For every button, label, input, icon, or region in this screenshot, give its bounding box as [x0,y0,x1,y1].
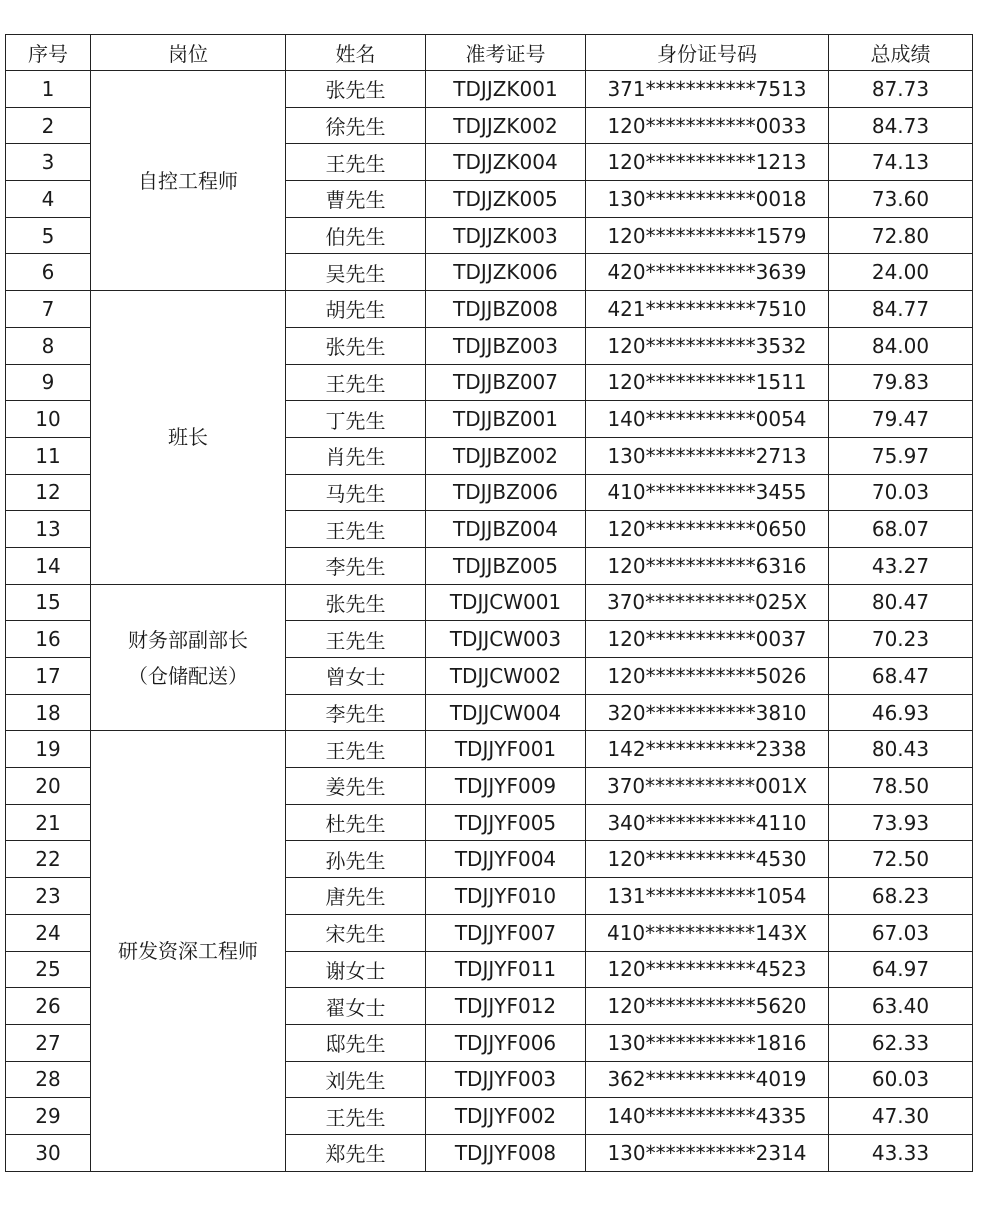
cell-exam-number: TDJJYF010 [426,878,586,915]
cell-serial: 19 [6,731,91,768]
cell-name: 张先生 [286,327,426,364]
cell-id-number: 120***********3532 [586,327,829,364]
cell-name: 王先生 [286,511,426,548]
cell-total-score: 84.00 [829,327,973,364]
cell-serial: 13 [6,511,91,548]
score-table [5,34,973,1172]
cell-name: 肖先生 [286,437,426,474]
cell-id-number: 140***********4335 [586,1098,829,1135]
cell-position [91,291,286,585]
cell-exam-number: TDJJYF002 [426,1098,586,1135]
cell-name: 翟女士 [286,988,426,1025]
cell-name: 马先生 [286,474,426,511]
cell-id-number: 130***********2314 [586,1134,829,1171]
cell-exam-number: TDJJBZ003 [426,327,586,364]
header-row [6,35,973,71]
cell-serial: 23 [6,878,91,915]
cell-exam-number: TDJJBZ006 [426,474,586,511]
cell-serial: 11 [6,437,91,474]
table-body [6,71,973,1172]
cell-name: 李先生 [286,547,426,584]
cell-exam-number: TDJJYF008 [426,1134,586,1171]
cell-serial: 8 [6,327,91,364]
cell-exam-number: TDJJBZ004 [426,511,586,548]
cell-total-score: 70.03 [829,474,973,511]
cell-id-number: 362***********4019 [586,1061,829,1098]
cell-serial: 24 [6,914,91,951]
cell-serial: 18 [6,694,91,731]
header-id-number: 身份证号码 [586,35,829,71]
cell-serial: 10 [6,401,91,438]
cell-exam-number: TDJJBZ008 [426,291,586,328]
cell-id-number: 120***********0650 [586,511,829,548]
cell-serial: 20 [6,768,91,805]
cell-serial: 2 [6,107,91,144]
cell-exam-number: TDJJZK002 [426,107,586,144]
cell-id-number: 410***********143X [586,914,829,951]
cell-exam-number: TDJJCW003 [426,621,586,658]
table-row [6,291,973,328]
cell-exam-number: TDJJZK005 [426,181,586,218]
cell-id-number: 120***********5620 [586,988,829,1025]
cell-serial: 14 [6,547,91,584]
cell-id-number: 120***********5026 [586,658,829,695]
cell-serial: 29 [6,1098,91,1135]
cell-exam-number: TDJJYF007 [426,914,586,951]
cell-total-score: 43.33 [829,1134,973,1171]
cell-serial: 16 [6,621,91,658]
cell-id-number: 420***********3639 [586,254,829,291]
cell-exam-number: TDJJZK003 [426,217,586,254]
cell-name: 宋先生 [286,914,426,951]
cell-serial: 21 [6,804,91,841]
cell-serial: 22 [6,841,91,878]
cell-id-number: 131***********1054 [586,878,829,915]
cell-exam-number: TDJJZK004 [426,144,586,181]
cell-total-score: 84.77 [829,291,973,328]
cell-name: 张先生 [286,71,426,108]
cell-total-score: 47.30 [829,1098,973,1135]
cell-exam-number: TDJJBZ005 [426,547,586,584]
cell-serial: 6 [6,254,91,291]
cell-id-number: 370***********025X [586,584,829,621]
cell-id-number: 370***********001X [586,768,829,805]
header-total-score: 总成绩 [829,35,973,71]
cell-serial: 30 [6,1134,91,1171]
cell-exam-number: TDJJBZ002 [426,437,586,474]
cell-serial: 3 [6,144,91,181]
cell-total-score: 68.23 [829,878,973,915]
cell-exam-number: TDJJCW001 [426,584,586,621]
cell-name: 胡先生 [286,291,426,328]
cell-id-number: 130***********2713 [586,437,829,474]
cell-id-number: 130***********0018 [586,181,829,218]
cell-total-score: 64.97 [829,951,973,988]
position-label: 研发资深工程师 [118,939,258,963]
cell-id-number: 410***********3455 [586,474,829,511]
cell-exam-number: TDJJYF004 [426,841,586,878]
position-label: 自控工程师 [138,168,238,193]
cell-total-score: 74.13 [829,144,973,181]
cell-id-number: 340***********4110 [586,804,829,841]
cell-name: 刘先生 [286,1061,426,1098]
cell-serial: 27 [6,1024,91,1061]
cell-serial: 17 [6,658,91,695]
cell-id-number: 421***********7510 [586,291,829,328]
header-serial: 序号 [6,35,91,71]
cell-total-score: 73.60 [829,181,973,218]
cell-exam-number: TDJJBZ001 [426,401,586,438]
header-position: 岗位 [91,35,286,71]
cell-name: 杜先生 [286,804,426,841]
cell-total-score: 24.00 [829,254,973,291]
table-header [6,35,973,71]
cell-id-number: 140***********0054 [586,401,829,438]
cell-name: 王先生 [286,364,426,401]
cell-total-score: 46.93 [829,694,973,731]
cell-position [91,584,286,731]
cell-total-score: 84.73 [829,107,973,144]
cell-serial: 28 [6,1061,91,1098]
cell-exam-number: TDJJZK001 [426,71,586,108]
cell-total-score: 73.93 [829,804,973,841]
cell-total-score: 78.50 [829,768,973,805]
cell-serial: 26 [6,988,91,1025]
cell-name: 王先生 [286,1098,426,1135]
cell-serial: 7 [6,291,91,328]
cell-exam-number: TDJJYF012 [426,988,586,1025]
cell-exam-number: TDJJYF001 [426,731,586,768]
cell-name: 王先生 [286,621,426,658]
cell-name: 姜先生 [286,768,426,805]
cell-exam-number: TDJJYF006 [426,1024,586,1061]
header-name: 姓名 [286,35,426,71]
cell-id-number: 120***********0033 [586,107,829,144]
cell-total-score: 43.27 [829,547,973,584]
cell-name: 王先生 [286,144,426,181]
cell-name: 徐先生 [286,107,426,144]
cell-name: 曾女士 [286,658,426,695]
cell-serial: 25 [6,951,91,988]
cell-name: 张先生 [286,584,426,621]
cell-id-number: 120***********4530 [586,841,829,878]
cell-id-number: 142***********2338 [586,731,829,768]
cell-name: 孙先生 [286,841,426,878]
cell-name: 谢女士 [286,951,426,988]
cell-id-number: 120***********6316 [586,547,829,584]
cell-serial: 1 [6,71,91,108]
table-row [6,731,973,768]
cell-id-number: 120***********4523 [586,951,829,988]
header-exam-number: 准考证号 [426,35,586,71]
cell-id-number: 371***********7513 [586,71,829,108]
position-label: （仓储配送） [128,663,248,688]
cell-total-score: 62.33 [829,1024,973,1061]
table-row [6,584,973,621]
cell-total-score: 72.50 [829,841,973,878]
cell-id-number: 120***********1511 [586,364,829,401]
cell-total-score: 79.47 [829,401,973,438]
position-label: 班长 [168,425,208,450]
cell-total-score: 63.40 [829,988,973,1025]
cell-name: 李先生 [286,694,426,731]
cell-serial: 9 [6,364,91,401]
cell-total-score: 80.43 [829,731,973,768]
cell-total-score: 67.03 [829,914,973,951]
cell-serial: 15 [6,584,91,621]
cell-name: 吴先生 [286,254,426,291]
cell-name: 唐先生 [286,878,426,915]
cell-serial: 4 [6,181,91,218]
cell-serial: 12 [6,474,91,511]
cell-exam-number: TDJJCW004 [426,694,586,731]
cell-total-score: 87.73 [829,71,973,108]
cell-name: 丁先生 [286,401,426,438]
position-label: 财务部副部长 [128,627,248,652]
cell-total-score: 72.80 [829,217,973,254]
cell-id-number: 120***********1213 [586,144,829,181]
cell-total-score: 70.23 [829,621,973,658]
cell-name: 伯先生 [286,217,426,254]
cell-total-score: 68.07 [829,511,973,548]
cell-exam-number: TDJJBZ007 [426,364,586,401]
cell-total-score: 79.83 [829,364,973,401]
cell-serial: 5 [6,217,91,254]
cell-total-score: 68.47 [829,658,973,695]
cell-name: 王先生 [286,731,426,768]
cell-name: 郑先生 [286,1134,426,1171]
cell-id-number: 130***********1816 [586,1024,829,1061]
cell-total-score: 80.47 [829,584,973,621]
cell-id-number: 120***********1579 [586,217,829,254]
cell-total-score: 60.03 [829,1061,973,1098]
cell-exam-number: TDJJCW002 [426,658,586,695]
cell-exam-number: TDJJYF005 [426,804,586,841]
table-row [6,71,973,108]
cell-total-score: 75.97 [829,437,973,474]
cell-position [91,731,286,1171]
cell-exam-number: TDJJYF011 [426,951,586,988]
cell-position [91,71,286,291]
cell-name: 邸先生 [286,1024,426,1061]
cell-exam-number: TDJJZK006 [426,254,586,291]
cell-id-number: 120***********0037 [586,621,829,658]
cell-exam-number: TDJJYF003 [426,1061,586,1098]
cell-exam-number: TDJJYF009 [426,768,586,805]
cell-id-number: 320***********3810 [586,694,829,731]
cell-name: 曹先生 [286,181,426,218]
